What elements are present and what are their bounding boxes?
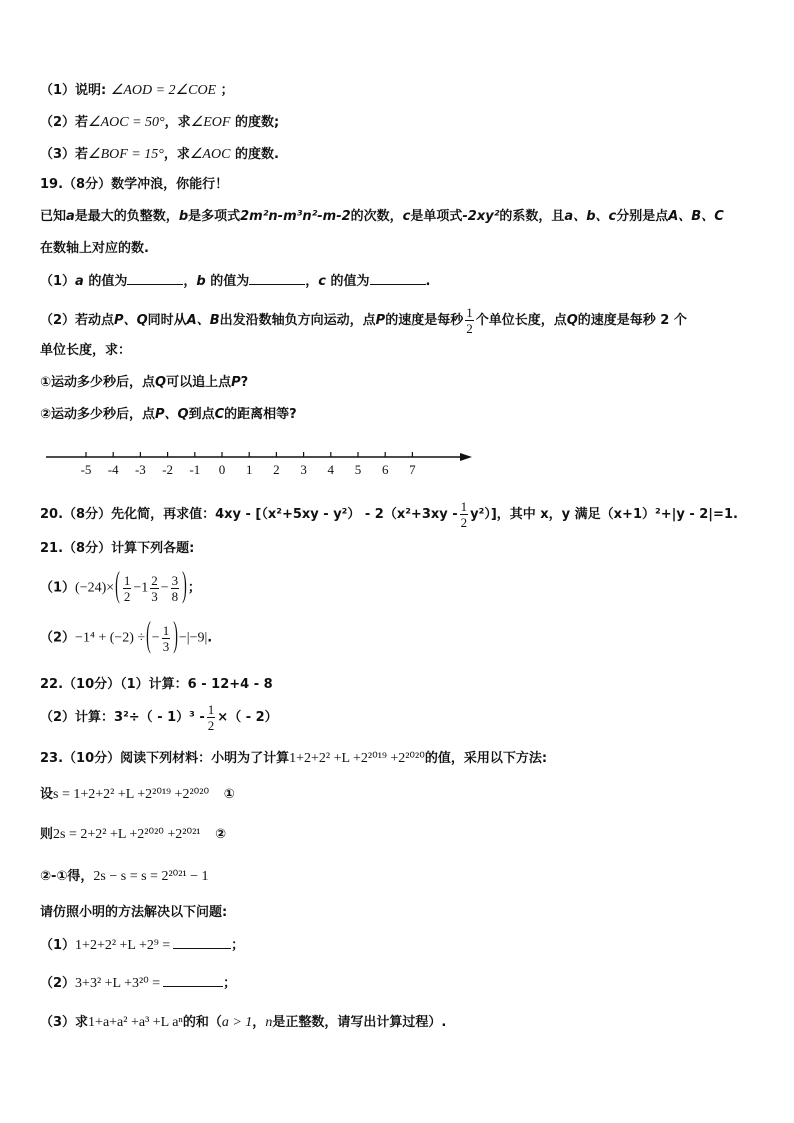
q23-part1: （1）1+2+2² +L +2⁹ = ； bbox=[40, 938, 245, 953]
answer-blank[interactable] bbox=[173, 936, 231, 949]
axis-tick-label: 0 bbox=[218, 462, 226, 477]
axis-tick-label: -4 bbox=[107, 462, 119, 477]
axis-tick-label: 3 bbox=[300, 462, 307, 477]
fraction: $\frac{1}{3}$ bbox=[162, 622, 170, 654]
axis-tick-label: 4 bbox=[327, 462, 335, 477]
axis-tick-label: 7 bbox=[409, 462, 416, 477]
math-expression: ∠AOC bbox=[189, 147, 231, 162]
number-line bbox=[0, 444, 794, 484]
q23-heading: 23.（10分）阅读下列材料：小明为了计算1+2+2² +L +2²⁰¹⁹ +2²⁰²⁰的值，采用以下方法: bbox=[40, 751, 548, 766]
monomial: -2xy² bbox=[462, 209, 500, 224]
answer-blank[interactable] bbox=[370, 272, 426, 285]
answer-blank[interactable] bbox=[127, 272, 183, 285]
q23-instruction: 请仿照小明的方法解决以下问题: bbox=[40, 905, 228, 920]
q19-heading: 19.（8分）数学冲浪，你能行！ bbox=[40, 177, 229, 192]
q20: 20.（8分）先化简，再求值：4xy - [（x²+5xy - y²） - 2（x²+3xy - $\frac{1}{2}$ y²）]，其中 x，y 满足（x+1）²+|y - 2|=1. bbox=[40, 499, 738, 530]
axis-tick-label: 1 bbox=[245, 462, 253, 477]
q18-part2: （2）若∠AOC = 50°，求∠EOF 的度数; bbox=[40, 115, 280, 130]
q23-line-3: ②-①得，2s − s = s = 2²⁰²¹ − 1 bbox=[40, 869, 209, 884]
axis-tick-label: -5 bbox=[80, 462, 92, 477]
q19-part2: （2）若动点P、Q同时从A、B出发沿数轴负方向运动，点P的速度是每秒 $\frac{1}{2}$ 个单位长度，点Q的速度是每秒 2 个 bbox=[40, 305, 687, 336]
math-expression: s = 1+2+2² +L +2²⁰¹⁹ +2²⁰²⁰ bbox=[53, 787, 210, 802]
math-expression: ∠AOC = 50° bbox=[88, 115, 165, 130]
math-expression: 2s − s = s = 2²⁰²¹ − 1 bbox=[93, 869, 209, 884]
q22-part2: （2）计算：3²÷（ - 1）³ - $\frac{1}{2}$ ×（ - 2） bbox=[40, 702, 278, 733]
math-expression: 1+a+a² +a³ +L aⁿ bbox=[88, 1015, 183, 1030]
q19-part1: （1）a 的值为 ，b 的值为 ，c 的值为 . bbox=[40, 274, 431, 289]
answer-blank[interactable] bbox=[163, 974, 223, 987]
fraction: $\frac{3}{8}$ bbox=[171, 572, 179, 604]
q18-part3: （3）若∠BOF = 15°，求∠AOC 的度数. bbox=[40, 147, 279, 162]
math-expression: 1+2+2² +L +2²⁰¹⁹ +2²⁰²⁰ bbox=[289, 751, 425, 766]
fraction: $\frac{1}{2}$ bbox=[123, 572, 131, 604]
q21-heading: 21.（8分）计算下列各题: bbox=[40, 541, 195, 556]
q19-statement-line1: 已知a是最大的负整数，b是多项式2m²n-m³n²-m-2的次数，c是单项式-2xy²的系数，且a、b、c分别是点A、B、C bbox=[40, 209, 724, 224]
axis-tick-label: 2 bbox=[273, 462, 280, 477]
axis-tick-label: -2 bbox=[162, 462, 174, 477]
fraction: $\frac{2}{3}$ bbox=[151, 572, 158, 604]
math-expression: ∠EOF bbox=[190, 115, 231, 130]
polynomial: 2m²n-m³n²-m-2 bbox=[240, 209, 351, 224]
answer-blank[interactable] bbox=[249, 272, 305, 285]
math-expression: 1+2+2² +L +2⁹ = bbox=[75, 938, 171, 953]
q23-line-1: 设s = 1+2+2² +L +2²⁰¹⁹ +2²⁰²⁰ ① bbox=[40, 787, 235, 802]
math-expression: ∠BOF = 15° bbox=[88, 147, 164, 162]
axis-tick-label: -3 bbox=[134, 462, 146, 477]
axis-tick-label: 6 bbox=[381, 462, 389, 477]
fraction: $\frac{1}{2}$ bbox=[466, 305, 473, 336]
axis-tick-label: 5 bbox=[354, 462, 362, 477]
q22-heading: 22.（10分）（1）计算：6 - 12+4 - 8 bbox=[40, 677, 273, 692]
number-line-arrow bbox=[460, 453, 472, 461]
math-expression: 2s = 2+2² +L +2²⁰²⁰ +2²⁰²¹ bbox=[53, 827, 201, 842]
fraction: $\frac{1}{2}$ bbox=[207, 702, 215, 733]
q21-part1: （1）(−24)×( $\frac{1}{2}$ −1 $\frac{2}{3}$ − $\frac{3}{8}$ )； bbox=[40, 567, 201, 607]
fraction: $\frac{1}{2}$ bbox=[460, 499, 468, 530]
q23-part3: （3）求1+a+a² +a³ +L aⁿ的和（a > 1，n是正整数，请写出计算过程）. bbox=[40, 1015, 447, 1030]
q21-part2: （2）−1⁴ + (−2) ÷(− $\frac{1}{3}$ )−|−9|. bbox=[40, 617, 213, 657]
q19-part2-line2: 单位长度，求： bbox=[40, 343, 132, 358]
q19-subquestion-1: ①运动多少秒后，点Q可以追上点P? bbox=[40, 375, 249, 390]
q19-statement-line2: 在数轴上对应的数. bbox=[40, 241, 149, 256]
math-expression: 3+3² +L +3²⁰ = bbox=[75, 976, 161, 991]
axis-tick-label: -1 bbox=[189, 462, 201, 477]
q23-part2: （2）3+3² +L +3²⁰ = ； bbox=[40, 976, 237, 991]
q23-line-2: 则2s = 2+2² +L +2²⁰²⁰ +2²⁰²¹ ② bbox=[40, 827, 227, 842]
q19-subquestion-2: ②运动多少秒后，点P、Q到点C的距离相等? bbox=[40, 407, 297, 422]
q18-part1: （1）说明: ∠AOD = 2∠COE ； bbox=[40, 83, 234, 98]
math-expression: ∠AOD = 2∠COE bbox=[110, 83, 217, 98]
